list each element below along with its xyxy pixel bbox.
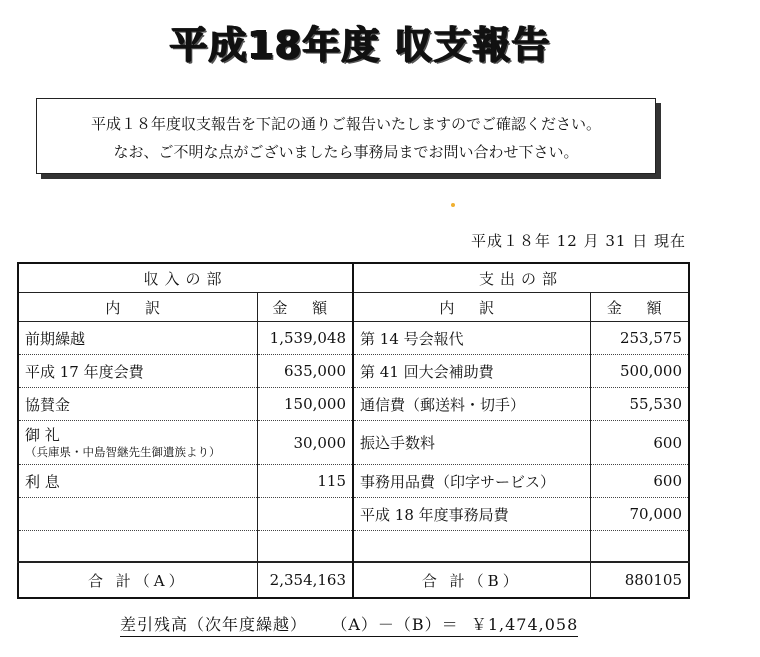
income-amount: 115 xyxy=(257,465,353,498)
expense-section-header: 支出の部 xyxy=(353,263,689,293)
income-item: 利 息 xyxy=(18,465,257,498)
income-total: 2,354,163 xyxy=(257,562,353,598)
income-amount: 1,539,048 xyxy=(257,322,353,355)
page-title: 平成18年度 収支報告 xyxy=(169,23,551,67)
notice-line-2: なお、ご不明な点がございましたら事務局までお問い合わせ下さい。 xyxy=(113,143,579,161)
expense-amount xyxy=(590,531,689,563)
expense-item: 第 14 号会報代 xyxy=(353,322,590,355)
as-of-date: 平成１８年 12 月 31 日 現在 xyxy=(470,232,686,250)
balance-formula: （A）－（B）＝ xyxy=(331,615,459,634)
table-row xyxy=(18,355,689,388)
income-item: 御 礼 xyxy=(25,425,60,444)
expense-amount: 70,000 xyxy=(590,498,689,531)
income-amount: 30,000 xyxy=(257,421,353,465)
expense-total-label: 合 計（B） xyxy=(353,562,590,598)
income-item-note: （兵庫県・中島智継先生御遺族より） xyxy=(25,444,221,459)
income-item: 協賛金 xyxy=(18,388,257,421)
expense-amount: 253,575 xyxy=(590,322,689,355)
table-row xyxy=(18,498,689,531)
income-item-header: 内 訳 xyxy=(18,293,257,322)
notice-line-1: 平成１８年度収支報告を下記の通りご報告いたしますのでご確認ください。 xyxy=(90,115,601,133)
balance-line xyxy=(120,612,578,637)
expense-amount: 500,000 xyxy=(590,355,689,388)
expense-item: 事務用品費（印字サービス） xyxy=(353,465,590,498)
income-item-with-note xyxy=(18,421,257,465)
table-row xyxy=(18,322,689,355)
table-row xyxy=(18,388,689,421)
expense-item xyxy=(353,531,590,563)
expense-amount: 55,530 xyxy=(590,388,689,421)
balance-label: 差引残高（次年度繰越） xyxy=(120,615,308,634)
income-item: 前期繰越 xyxy=(18,322,257,355)
income-amount: 150,000 xyxy=(257,388,353,421)
income-amount xyxy=(257,531,353,563)
expense-item-header: 内 訳 xyxy=(353,293,590,322)
expense-item: 平成 18 年度事務局費 xyxy=(353,498,590,531)
income-item xyxy=(18,531,257,563)
table-row xyxy=(18,465,689,498)
expense-amount: 600 xyxy=(590,421,689,465)
expense-amount: 600 xyxy=(590,465,689,498)
table-row xyxy=(18,531,689,563)
income-item: 平成 17 年度会費 xyxy=(18,355,257,388)
financial-report-table xyxy=(17,262,690,599)
income-item xyxy=(18,498,257,531)
expense-amount-header: 金 額 xyxy=(590,293,689,322)
balance-value: ￥1,474,058 xyxy=(470,615,579,634)
expense-item: 第 41 回大会補助費 xyxy=(353,355,590,388)
table-row xyxy=(18,421,689,465)
income-section-header: 収入の部 xyxy=(18,263,353,293)
expense-item: 通信費（郵送料・切手） xyxy=(353,388,590,421)
decorative-dot xyxy=(451,203,455,207)
expense-item: 振込手数料 xyxy=(353,421,590,465)
notice-box xyxy=(36,98,656,174)
income-amount xyxy=(257,498,353,531)
income-amount: 635,000 xyxy=(257,355,353,388)
income-total-label: 合 計（A） xyxy=(18,562,257,598)
totals-row xyxy=(18,562,689,598)
income-amount-header: 金 額 xyxy=(257,293,353,322)
expense-total: 880105 xyxy=(590,562,689,598)
